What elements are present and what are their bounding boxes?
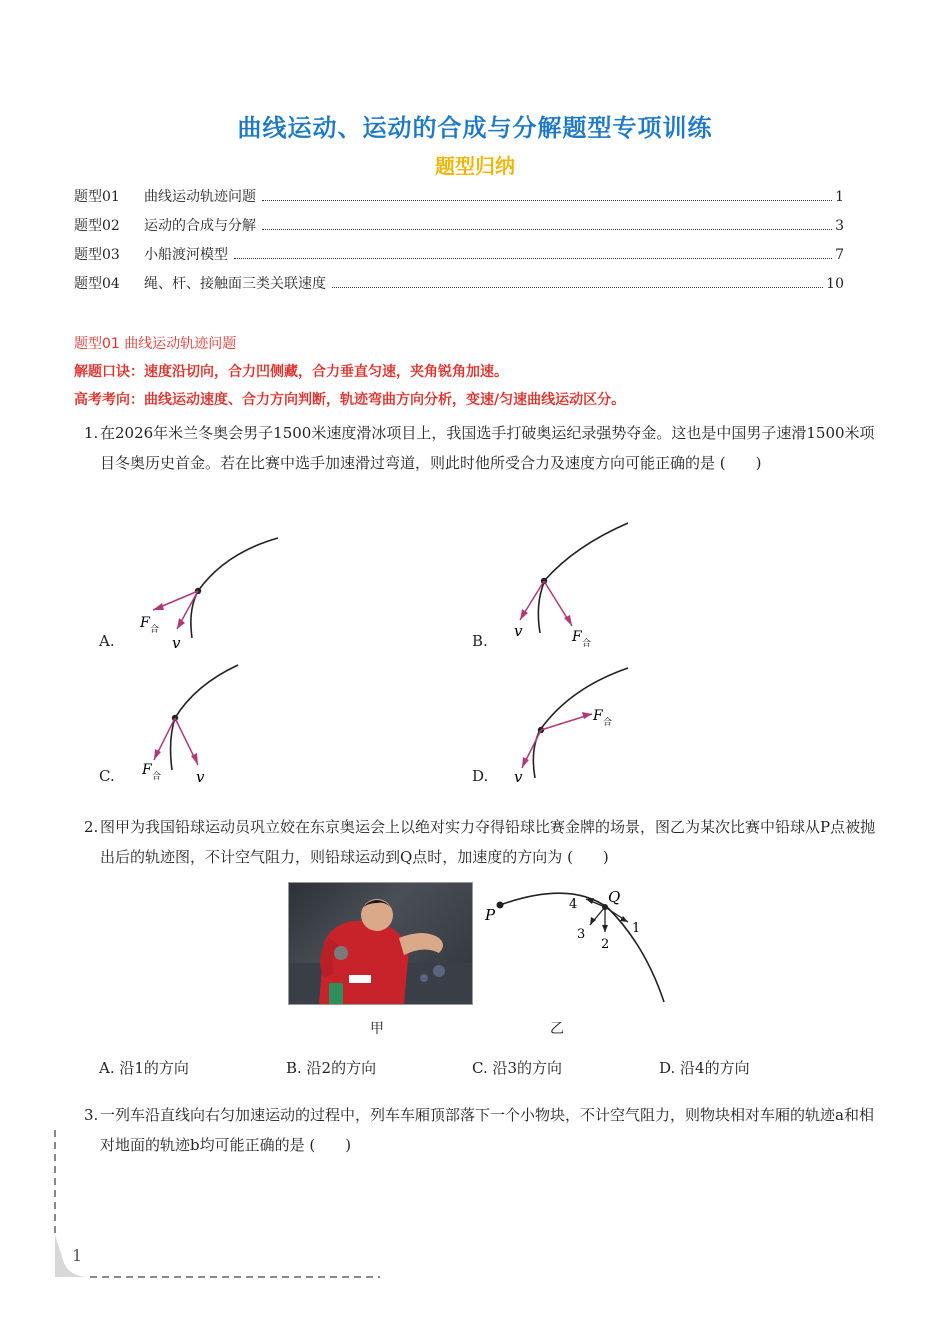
- page-subtitle: 题型归纳: [435, 154, 515, 178]
- toc-code: 题型02: [74, 218, 120, 234]
- question-text: 在2026年米兰冬奥会男子1500米速度滑冰项目上，我国选手打破奥运纪录强势夺金。这也是中国男子速滑1500米项目冬奥历史首金。若在比赛中选手加速滑过弯道，则此时他所受合力及速度方向可能正确的是 ( ): [100, 424, 875, 472]
- question-text: 图甲为我国铅球运动员巩立姣在东京奥运会上以绝对实力夺得铅球比赛金牌的场景，图乙为某次比赛中铅球从P点被抛出后的轨迹图，不计空气阻力，则铅球运动到Q点时，加速度的方向为 ( ): [100, 818, 876, 866]
- option-c-figure[interactable]: [130, 660, 290, 790]
- toc-page: 7: [835, 247, 844, 263]
- trajectory-curve: [533, 668, 628, 778]
- toc-code: 题型01: [74, 189, 120, 205]
- toc-row[interactable]: [74, 186, 844, 215]
- option-d-figure[interactable]: [500, 660, 660, 790]
- page-corner-decoration: [50, 1125, 390, 1285]
- question-number: 2.: [84, 818, 99, 836]
- question-1: [84, 418, 884, 478]
- velocity-arrowhead: [191, 753, 198, 765]
- toc-leader: [332, 287, 823, 288]
- toc-page: 1: [835, 189, 844, 205]
- section-heading: 题型01 曲线运动轨迹问题: [74, 336, 237, 352]
- trajectory-curve: [538, 523, 628, 633]
- toc-label: 绳、杆、接触面三类关联速度: [144, 276, 326, 292]
- shot-trajectory: [500, 893, 664, 1002]
- force-arrowhead: [153, 603, 164, 610]
- table-of-contents: [74, 186, 844, 302]
- force-subscript: 合: [152, 772, 162, 782]
- caption-yi: 乙: [550, 1021, 564, 1037]
- toc-code: 题型03: [74, 247, 120, 263]
- velocity-arrowhead: [520, 609, 528, 620]
- option-a-figure[interactable]: [130, 528, 290, 658]
- force-label: F: [593, 708, 603, 724]
- velocity-arrowhead: [177, 618, 185, 629]
- answer-option-a[interactable]: A. 沿1的方向: [99, 1059, 189, 1077]
- question-number: 3.: [84, 1106, 99, 1124]
- velocity-label: v: [172, 634, 181, 652]
- solving-tip: 解题口诀：速度沿切向，合力凹侧藏，合力垂直匀速，夹角锐角加速。: [74, 364, 508, 380]
- velocity-arrowhead: [522, 757, 529, 768]
- question-number: 1.: [84, 424, 99, 442]
- force-subscript: 合: [603, 718, 613, 728]
- page-number: 1: [72, 1246, 83, 1265]
- option-c-label[interactable]: C.: [99, 767, 115, 785]
- force-subscript: 合: [150, 625, 160, 635]
- answer-option-c[interactable]: C. 沿3的方向: [472, 1059, 563, 1077]
- answer-option-d[interactable]: D. 沿4的方向: [659, 1059, 750, 1077]
- option-a-label[interactable]: A.: [99, 632, 115, 650]
- option-d-label[interactable]: D.: [472, 767, 489, 785]
- toc-row[interactable]: [74, 244, 844, 273]
- force-arrowhead: [582, 712, 592, 719]
- option-b-figure[interactable]: [500, 518, 660, 653]
- toc-page: 10: [826, 276, 844, 292]
- point-p: [497, 902, 504, 909]
- caption-jia: 甲: [370, 1021, 384, 1037]
- toc-leader: [262, 229, 832, 230]
- force-label: F: [572, 629, 582, 645]
- trajectory-curve: [171, 665, 238, 770]
- option-b-label[interactable]: B.: [472, 632, 488, 650]
- velocity-label: v: [514, 768, 523, 786]
- toc-label: 小船渡河模型: [144, 247, 228, 263]
- toc-code: 题型04: [74, 276, 120, 292]
- question-2: [84, 812, 884, 872]
- toc-label: 运动的合成与分解: [144, 218, 256, 234]
- exam-direction: 高考考向：曲线运动速度、合力方向判断，轨迹弯曲方向分析，变速/匀速曲线运动区分。: [74, 392, 626, 408]
- shot-put-photo: [288, 882, 473, 1005]
- force-subscript: 合: [582, 639, 592, 649]
- force-arrowhead: [564, 615, 572, 626]
- toc-row[interactable]: [74, 215, 844, 244]
- direction-3-label: 3: [577, 927, 586, 942]
- point-q-label: Q: [608, 888, 621, 906]
- force-label: F: [142, 762, 152, 778]
- direction-2-label: 2: [601, 937, 610, 952]
- force-arrowhead: [154, 749, 161, 760]
- toc-row[interactable]: [74, 273, 844, 302]
- toc-leader: [262, 200, 832, 201]
- athlete-illustration: [289, 883, 472, 1004]
- toc-label: 曲线运动轨迹问题: [144, 189, 256, 205]
- trajectory-curve: [191, 538, 278, 638]
- page-title: 曲线运动、运动的合成与分解题型专项训练: [237, 114, 713, 142]
- question-text: 一列车沿直线向右匀加速运动的过程中，列车车厢顶部落下一个小物块，不计空气阻力，则物块相对车厢的轨迹a和相对地面的轨迹b均可能正确的是 ( ): [100, 1106, 874, 1154]
- velocity-label: v: [514, 622, 523, 640]
- direction-4-label: 4: [569, 897, 578, 912]
- direction-1-label: 1: [632, 921, 641, 936]
- force-label: F: [140, 615, 150, 631]
- velocity-label: v: [196, 768, 205, 786]
- trajectory-figure[interactable]: [480, 880, 680, 1010]
- point-p-label: P: [485, 906, 496, 924]
- toc-leader: [234, 258, 832, 259]
- toc-page: 3: [835, 218, 844, 234]
- answer-option-b[interactable]: B. 沿2的方向: [286, 1059, 377, 1077]
